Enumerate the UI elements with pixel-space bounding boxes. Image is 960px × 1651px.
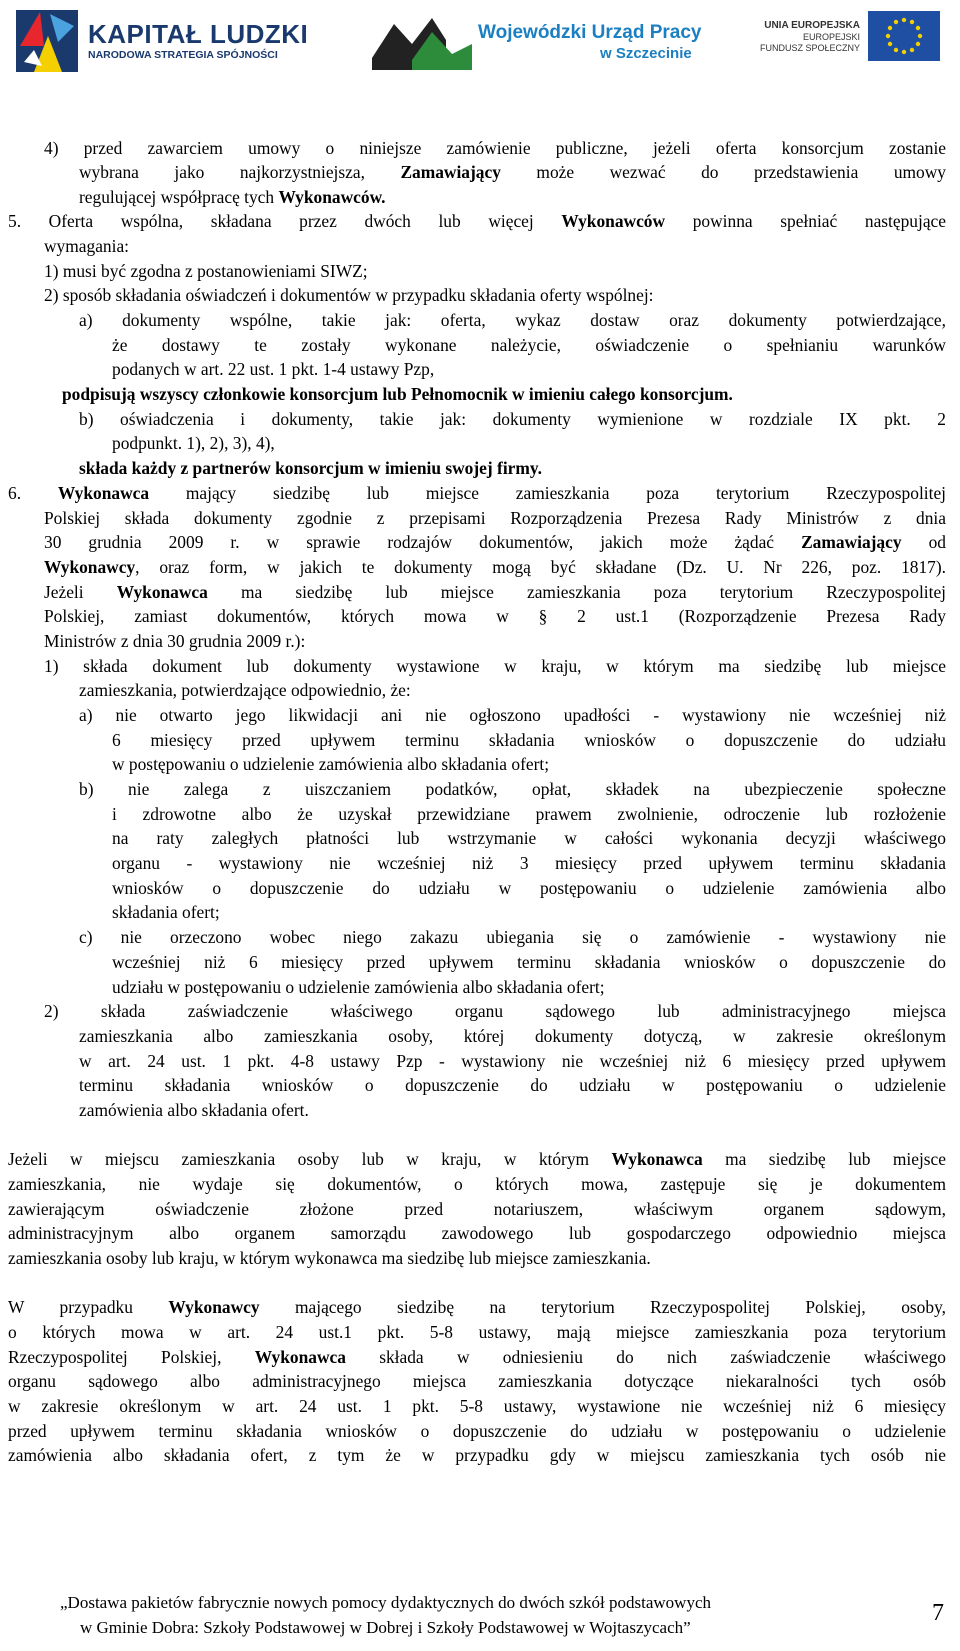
text-line-bold: składa każdy z partnerów konsorcjum w imieniu swojej firmy.: [79, 458, 542, 478]
text-line: zamówienia albo składania ofert.: [79, 1100, 309, 1120]
text-line: wcześniej niż 6 miesięcy przed upływem terminu składania wniosków o dopuszczenie do: [112, 952, 946, 972]
page-header: [0, 0, 960, 80]
text-line: o których mowa w art. 24 ust.1 pkt. 5-8 ustawy, mają miejsce zamieszkania poza terytorium: [8, 1322, 946, 1342]
page-number: 7: [932, 1600, 944, 1626]
text-line: że dostawy te zostały wykonane należycie, oświadczenie o spełnianiu warunków: [112, 335, 946, 355]
text-line: Polskiej, zamiast dokumentów, których mowa w § 2 ust.1 (Rozporządzenie Prezesa Rady: [44, 606, 946, 626]
text-line: 5. Oferta wspólna, składana przez dwóch lub więcej Wykonawców powinna spełniać następujące: [8, 211, 946, 231]
text-line: Ministrów z dnia 30 grudnia 2009 r.):: [44, 631, 306, 651]
eu-subtitle-1: EUROPEJSKI: [802, 31, 860, 42]
text-line: przed upływem terminu składania wniosków o dopuszczenie do udziału w postępowaniu o udzielenie: [8, 1421, 946, 1441]
kapital-ludzki-emblem-icon: [14, 6, 80, 76]
text-line-bold: podpisują wszyscy członkowie konsorcjum lub Pełnomocnik w imieniu całego konsorcjum.: [62, 384, 733, 404]
eu-flag-icon: [868, 11, 940, 61]
text-line: b) oświadczenia i dokumenty, takie jak: dokumenty wymienione w rozdziale IX pkt. 2: [79, 409, 946, 429]
text-line: 1) musi być zgodna z postanowieniami SIWZ;: [44, 261, 368, 281]
text-line: W przypadku Wykonawcy mającego siedzibę na terytorium Rzeczypospolitej Polskiej, osoby,: [8, 1297, 946, 1317]
text-line: zawierającym oświadczenie złożone przed notariuszem, właściwym organem sądowym,: [8, 1199, 946, 1219]
kapital-ludzki-subtitle: NARODOWA STRATEGIA SPÓJNOŚCI: [88, 49, 278, 61]
text-line: wniosków o dopuszczenie do udziału w postępowaniu o udzielenie zamówienia albo: [112, 878, 946, 898]
eu-logo: [740, 4, 950, 68]
text-line: w art. 24 ust. 1 pkt. 4-8 ustawy Pzp - wystawiony nie wcześniej niż 6 miesięcy przed upływem: [79, 1051, 946, 1071]
text-line: zamieszkania, potwierdzające odpowiednio, że:: [79, 680, 411, 700]
text-line: zamieszkania, nie wydaje się dokumentów, o których mowa, zastępuje się je dokumentem: [8, 1174, 946, 1194]
text-line: i zdrowotne albo że uzyskał przewidziane prawem zwolnienie, odroczenie lub rozłożenie: [112, 804, 946, 824]
text-line: c) nie orzeczono wobec niego zakazu ubiegania się o zamówienie - wystawiony nie: [79, 927, 946, 947]
text-line: a) nie otwarto jego likwidacji ani nie ogłoszono upadłości - wystawiony nie wcześniej niż: [79, 705, 946, 725]
footer-line-2: w Gminie Dobra: Szkoły Podstawowej w Dobrej i Szkoły Podstawowej w Wojtaszycach”: [80, 1618, 691, 1637]
text-line: w zakresie określonym w art. 24 ust. 1 pkt. 5-8 ustawy, wystawione nie wcześniej niż 6 miesięcy: [8, 1396, 946, 1416]
text-line: zamieszkania osoby lub kraju, w którym wykonawca ma siedzibę lub miejsce zamieszkania.: [8, 1248, 651, 1268]
eu-title: UNIA EUROPEJSKA: [764, 19, 860, 31]
text-line: Wykonawcy, oraz form, w jakich te dokumenty mogą być składane (Dz. U. Nr 226, poz. 1817).: [44, 557, 946, 577]
text-line: na raty zaległych płatności lub wstrzymanie w całości wykonania decyzji właściwego: [112, 828, 946, 848]
text-line: terminu składania wniosków o dopuszczenie do udziału w postępowaniu o udzielenie: [79, 1075, 946, 1095]
text-line: podpunkt. 1), 2), 3), 4),: [112, 433, 275, 453]
text-line: Jeżeli Wykonawca ma siedzibę lub miejsce zamieszkania poza terytorium Rzeczypospolitej: [44, 582, 946, 602]
text-line: regulującej współpracę tych Wykonawców.: [79, 187, 386, 207]
text-line: Jeżeli w miejscu zamieszkania osoby lub w kraju, w którym Wykonawca ma siedzibę lub miejsce: [8, 1149, 946, 1169]
wup-logo: [372, 14, 702, 70]
kapital-ludzki-logo: [14, 6, 308, 76]
text-line: 1) składa dokument lub dokumenty wystawione w kraju, w którym ma siedzibę lub miejsce: [44, 656, 946, 676]
text-line: zamówienia albo składania ofert, z tym że w przypadku gdy w miejscu zamieszkania tych osób nie: [8, 1445, 946, 1465]
text-line: zamieszkania albo zamieszkania osoby, której dokumenty dotyczą, w zakresie określonym: [79, 1026, 946, 1046]
text-line: Rzeczypospolitej Polskiej, Wykonawca składa w odniesieniu do nich zaświadczenie właściwego: [8, 1347, 947, 1367]
text-line: organu - wystawiony nie wcześniej niż 3 miesięcy przed upływem terminu składania: [112, 853, 946, 873]
text-line: 6. Wykonawca mający siedzibę lub miejsce zamieszkania poza terytorium Rzeczypospolitej: [8, 483, 946, 503]
kapital-ludzki-title: KAPITAŁ LUDZKI: [88, 19, 309, 49]
text-line: a) dokumenty wspólne, takie jak: oferta, wykaz dostaw oraz dokumenty potwierdzające,: [79, 310, 946, 330]
text-line: 30 grudnia 2009 r. w sprawie rodzajów dokumentów, jakich może żądać Zamawiający od: [44, 532, 946, 552]
text-line: organu sądowego albo administracyjnego miejsca zamieszkania dotyczące niekaralności tych osób: [8, 1371, 946, 1391]
text-line: 2) sposób składania oświadczeń i dokumentów w przypadku składania oferty wspólnej:: [44, 285, 654, 305]
text-line: 2) składa zaświadczenie właściwego organu sądowego lub administracyjnego miejsca: [44, 1001, 946, 1021]
text-line: podanych w art. 22 ust. 1 pkt. 1-4 ustawy Pzp,: [112, 359, 435, 379]
text-line: składania ofert;: [112, 902, 220, 922]
text-line: b) nie zalega z uiszczaniem podatków, opłat, składek na ubezpieczenie społeczne: [79, 779, 946, 799]
text-line: wymagania:: [44, 236, 129, 256]
wup-emblem-icon: [372, 14, 472, 70]
text-line: udziału w postępowaniu o udzielenie zamówienia albo składania ofert;: [112, 977, 605, 997]
wup-subtitle: w Szczecinie: [600, 45, 692, 62]
text-line: wybrana jako najkorzystniejsza, Zamawiający może wezwać do przedstawienia umowy: [79, 162, 946, 182]
text-line: 6 miesięcy przed upływem terminu składania wniosków o dopuszczenie do udziału: [112, 730, 946, 750]
text-line: Polskiej składa dokumenty zgodnie z przepisami Rozporządzenia Prezesa Rady Ministrów z dnia: [44, 508, 946, 528]
footer-line-1: „Dostawa pakietów fabrycznie nowych pomocy dydaktycznych do dwóch szkół podstawowych: [60, 1593, 712, 1612]
wup-title: Wojewódzki Urząd Pracy: [478, 22, 702, 43]
text-line: administracyjnym albo organem samorządu zawodowego lub gospodarczego odpowiednio miejsca: [8, 1223, 946, 1243]
eu-subtitle-2: FUNDUSZ SPOŁECZNY: [759, 42, 860, 53]
text-line: 4) przed zawarciem umowy o niniejsze zamówienie publiczne, jeżeli oferta konsorcjum zostanie: [44, 138, 946, 158]
text-line: w postępowaniu o udzielenie zamówienia albo składania ofert;: [112, 754, 550, 774]
